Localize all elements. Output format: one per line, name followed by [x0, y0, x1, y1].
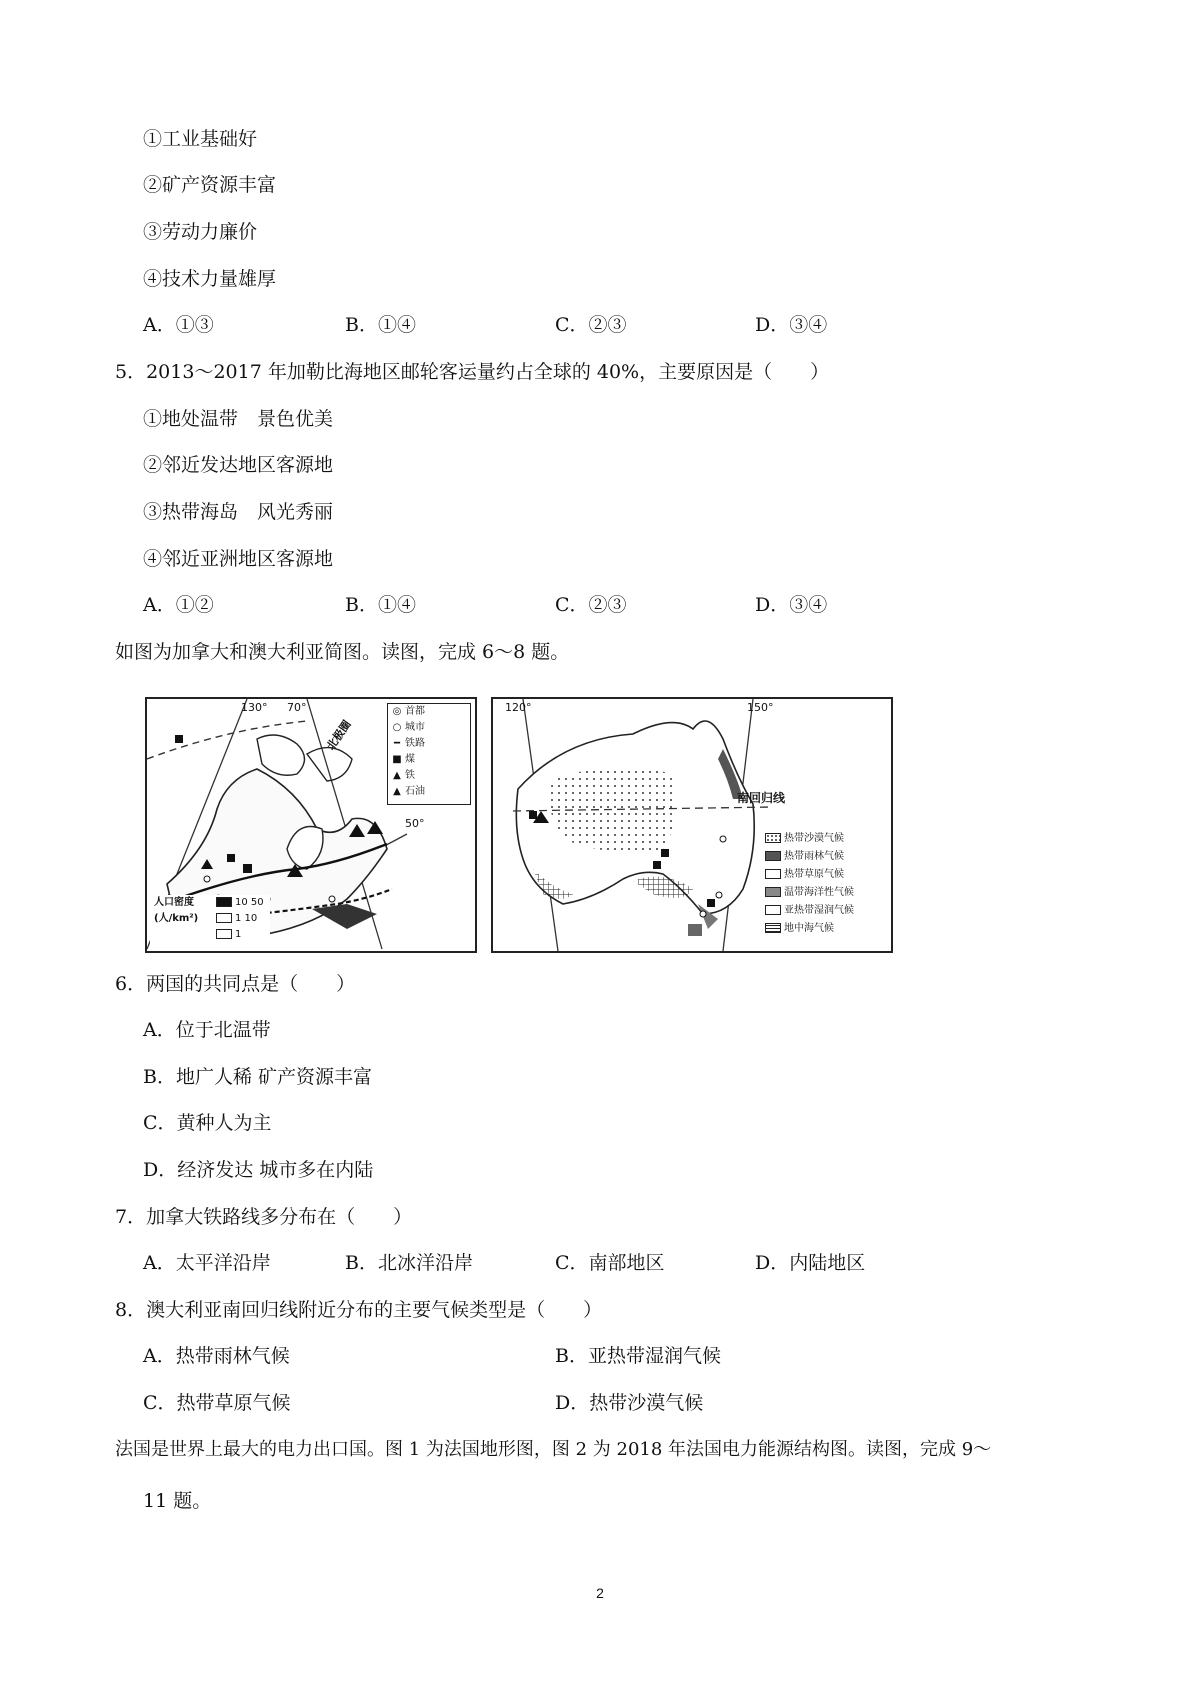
oil-icon: ▲ — [393, 786, 401, 797]
railway-icon: ━ — [393, 738, 401, 749]
temperate-maritime-swatch — [765, 887, 781, 897]
intro-6-8: 如图为加拿大和澳大利亚简图。读图，完成 6～8 题。 — [115, 641, 570, 663]
intro-9-11-line2: 11 题。 — [143, 1490, 212, 1512]
q4-option-c: C．②③ — [555, 314, 627, 336]
q7-option-a: A．太平洋沿岸 — [143, 1252, 271, 1274]
q8-option-b: B．亚热带湿润气候 — [555, 1345, 721, 1367]
legend-tropical-desert: 热带沙漠气候 — [765, 833, 844, 845]
australia-lon-150: 150° — [747, 701, 774, 714]
q7-option-c: C．南部地区 — [555, 1252, 665, 1274]
q4-option-b: B．①④ — [345, 314, 416, 336]
legend-subtropical-humid: 亚热带湿润气候 — [765, 905, 854, 917]
australia-lon-120: 120° — [505, 701, 532, 714]
q5-item-3: ③热带海岛 风光秀丽 — [143, 501, 334, 523]
city-icon: ○ — [392, 722, 402, 733]
legend-temperate-maritime: 温带海洋性气候 — [765, 887, 854, 899]
q4-item-3: ③劳动力廉价 — [143, 221, 258, 243]
q5-option-b: B．①④ — [345, 594, 416, 616]
legend-tropical-rainforest: 热带雨林气候 — [765, 851, 844, 863]
legend-mediterranean: 地中海气候 — [765, 923, 834, 935]
tropical-savanna-swatch — [765, 869, 781, 879]
q8-option-a: A．热带雨林气候 — [143, 1345, 290, 1367]
canada-arctic-circle-label: 北极圈 — [324, 718, 354, 753]
q8-option-c: C．热带草原气候 — [143, 1392, 291, 1414]
canada-lon-130: 130° — [241, 701, 268, 714]
canada-lon-70: 70° — [287, 701, 307, 714]
legend-iron: ▲ 铁 — [393, 770, 415, 781]
density-mid: 1 10 — [216, 913, 257, 925]
q5-item-1: ①地处温带 景色优美 — [143, 408, 334, 430]
q8-stem: 8．澳大利亚南回归线附近分布的主要气候类型是（ ） — [115, 1299, 603, 1321]
tropic-of-capricorn-label: 南回归线 — [737, 791, 786, 805]
q5-item-4: ④邻近亚洲地区客源地 — [143, 548, 334, 570]
density-unit: (人/km²) — [154, 913, 199, 924]
q6-stem: 6．两国的共同点是（ ） — [115, 973, 356, 995]
q4-item-1: ①工业基础好 — [143, 128, 258, 150]
q5-option-a: A．①② — [143, 594, 214, 616]
density-title: 人口密度 — [154, 897, 194, 908]
tropical-rainforest-swatch — [765, 851, 781, 861]
q7-stem: 7．加拿大铁路线多分布在（ ） — [115, 1206, 413, 1228]
australia-climate-legend — [763, 829, 887, 947]
intro-9-11-line1: 法国是世界上最大的电力出口国。图 1 为法国地形图，图 2 为 2018 年法国电力能源结构图。读图，完成 9～ — [115, 1439, 992, 1460]
density-low-swatch — [216, 929, 232, 939]
q5-item-2: ②邻近发达地区客源地 — [143, 454, 334, 476]
legend-tropical-savanna: 热带草原气候 — [765, 869, 844, 881]
iron-icon: ▲ — [393, 770, 401, 781]
q4-option-d: D．③④ — [755, 314, 828, 336]
q8-option-d: D．热带沙漠气候 — [555, 1392, 704, 1414]
q4-option-a: A．①③ — [143, 314, 214, 336]
mediterranean-swatch — [765, 923, 781, 933]
q6-option-c: C．黄种人为主 — [143, 1112, 272, 1134]
subtropical-humid-swatch — [765, 905, 781, 915]
q5-stem: 5．2013～2017 年加勒比海地区邮轮客运量约占全球的 40%，主要原因是（ ） — [115, 361, 830, 383]
capital-icon: ◎ — [392, 706, 402, 717]
density-mid-swatch — [216, 913, 232, 923]
canada-density-legend — [150, 895, 270, 947]
q5-option-d: D．③④ — [755, 594, 828, 616]
q6-option-a: A．位于北温带 — [143, 1019, 271, 1041]
q4-item-4: ④技术力量雄厚 — [143, 268, 277, 290]
canada-lat-50: 50° — [405, 817, 425, 830]
legend-railway: ━ 铁路 — [393, 738, 425, 749]
australia-map — [491, 697, 893, 953]
q7-option-b: B．北冰洋沿岸 — [345, 1252, 473, 1274]
density-high: 10 50 — [216, 897, 264, 909]
q6-option-d: D．经济发达 城市多在内陆 — [143, 1159, 374, 1181]
q7-option-d: D．内陆地区 — [755, 1252, 866, 1274]
q4-item-2: ②矿产资源丰富 — [143, 174, 277, 196]
canada-map — [145, 697, 477, 953]
q6-option-b: B．地广人稀 矿产资源丰富 — [143, 1066, 373, 1088]
legend-oil: ▲ 石油 — [393, 786, 425, 797]
q5-option-c: C．②③ — [555, 594, 627, 616]
tropical-desert-swatch — [765, 833, 781, 843]
coal-icon: ■ — [392, 754, 402, 765]
page-number: 2 — [596, 1585, 604, 1601]
legend-city: ○ 城市 — [392, 722, 425, 733]
legend-coal: ■ 煤 — [392, 754, 415, 765]
density-high-swatch — [216, 897, 232, 907]
legend-capital: ◎ 首都 — [392, 706, 425, 717]
density-low: 1 — [216, 929, 241, 941]
canada-symbol-legend — [387, 703, 471, 805]
